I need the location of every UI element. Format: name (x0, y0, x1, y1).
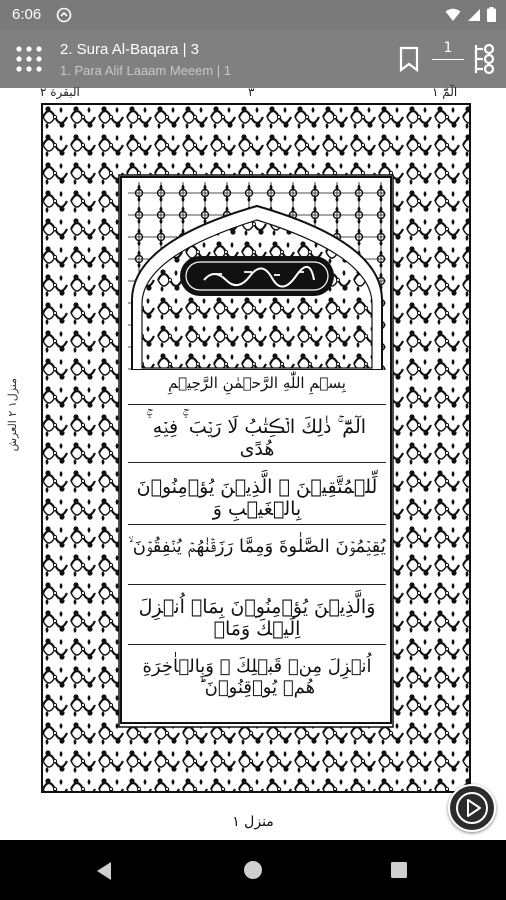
system-nav-bar (0, 840, 506, 900)
home-icon[interactable] (243, 860, 263, 880)
header-center-label: ٣ (248, 85, 255, 99)
bookmark-icon[interactable] (398, 46, 420, 72)
sync-icon (56, 7, 72, 23)
header-right-label: الٓمّٓ ١ (432, 85, 458, 99)
quran-page[interactable] (0, 85, 506, 840)
status-icons (445, 7, 496, 22)
line-divider (128, 524, 386, 525)
recents-icon[interactable] (390, 861, 408, 879)
signal-icon (467, 8, 481, 22)
verse-panel (120, 176, 392, 724)
play-audio-button[interactable] (448, 784, 496, 832)
verse-line-5[interactable]: اُنۡزِلَ مِنۡ قَبۡلِكَ ۚ وَبِالۡاٰخِرَةِ هُمۡ يُوۡقِنُوۡنَ ؕ (142, 656, 372, 698)
back-icon[interactable] (94, 860, 114, 882)
verse-line-2[interactable]: لِّلۡمُتَّقِيۡنَ ۙ الَّذِيۡنَ يُؤۡمِنُوۡنَ بِالۡغَيۡبِ وَ (136, 476, 378, 520)
grid-menu-icon[interactable] (14, 44, 44, 74)
para-subtitle[interactable]: 1. Para Alif Laaam Meeem | 1 (60, 63, 232, 78)
bismillah-line: بِسۡمِ اللّٰهِ الرَّحۡمٰنِ الرَّحِيۡمِ (168, 374, 346, 392)
wifi-icon (445, 8, 461, 22)
clock: 6:06 (12, 6, 42, 23)
juz-navigation-icon[interactable] (470, 42, 498, 76)
page-number: 1 (443, 40, 453, 56)
verse-line-1[interactable]: الٓمّٓ ۚ ذٰلِكَ الۡڪِتٰبُ لَا رَيۡبَ ۛۚ فِيۡهِ ۛۚ هُدًى (147, 416, 367, 460)
verse-line-3[interactable]: يُقِيۡمُوۡنَ الصَّلٰوةَ وَمِمَّا رَزَقۡنٰهُمۡ يُنۡفِقُوۡنَ ۙ (128, 536, 386, 557)
line-divider (128, 644, 386, 645)
line-divider (128, 404, 386, 405)
sura-headpiece (128, 182, 386, 370)
page-divider (432, 59, 464, 60)
manzil-footer: منزل ١ (232, 814, 274, 830)
manzil-side-note: منزل١ ٢ العرش (6, 378, 19, 452)
line-divider (128, 584, 386, 585)
line-divider (128, 462, 386, 463)
page-header (0, 85, 506, 102)
app-bar (0, 30, 506, 88)
verse-line-4[interactable]: وَالَّذِيۡنَ يُؤۡمِنُوۡنَ بِمَاۤ اُنۡزِلَ اِلَيۡكَ وَمَاۤ (138, 596, 376, 640)
sura-title[interactable]: 2. Sura Al-Baqara | 3 (60, 41, 199, 58)
page-indicator[interactable] (432, 40, 464, 63)
battery-icon (487, 7, 496, 22)
status-bar (0, 0, 506, 30)
play-icon (450, 786, 494, 830)
header-left-label: البقرة ٢ (40, 85, 80, 99)
